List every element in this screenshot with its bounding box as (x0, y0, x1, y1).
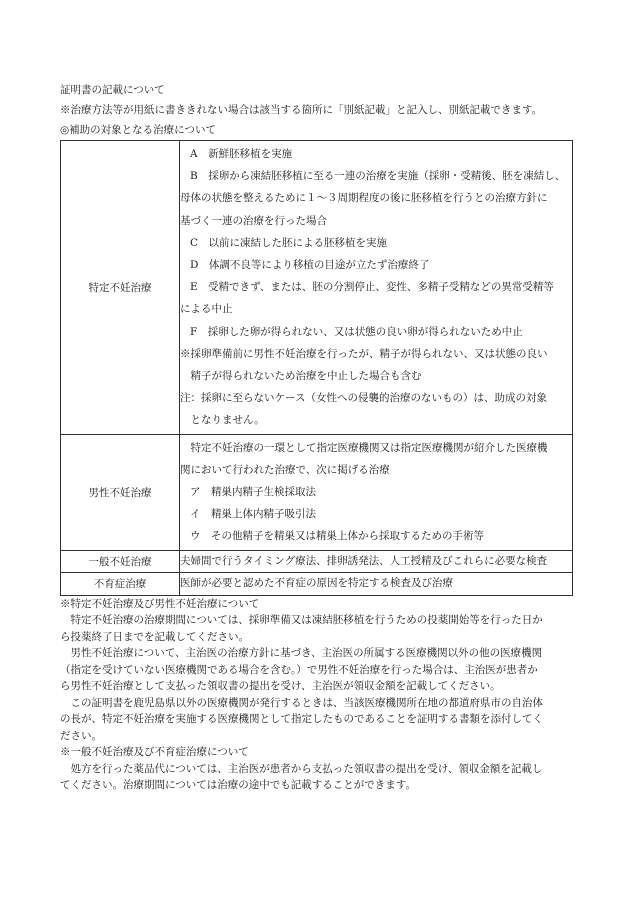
row-label: 不育症治療 (61, 573, 180, 596)
content-line: F 採卵した卵が得られない、又は状態の良い卵が得られないため中止 (190, 325, 523, 338)
row-content (180, 573, 573, 596)
row-label: 男性不妊治療 (61, 434, 180, 550)
separate-sheet-note: ※治療方法等が用紙に書ききれない場合は該当する箇所に「別紙記載」と記入し、別紙記載できます。 (60, 104, 543, 116)
content-line: E 受精できず、または、胚の分割停止、変性、多精子受精などの異常受精等 (190, 281, 554, 294)
table-row (61, 573, 573, 596)
content-line: ウ その他精子を精巣又は精巣上体から採取するための手術等 (190, 530, 484, 543)
row-content (180, 141, 573, 435)
content-line: A 新鮮胚移植を実施 (190, 148, 293, 160)
row-label: 特定不妊治療 (61, 141, 180, 435)
notes-line: ら投薬終了日までを記載してください。 (60, 630, 249, 643)
notes-line: 特定不妊治療の治療期間については、採卵準備又は凍結胚移植を行うための投薬開始等を行った日か (60, 614, 543, 627)
notes-line: この証明書を鹿児島県以外の医療機関が発行するときは、当該医療機関所在地の都道府県市の自治体 (60, 696, 543, 709)
notes-line: ださい。 (60, 729, 102, 742)
content-line: 関において行われた治療で、次に掲げる治療 (180, 463, 390, 476)
content-line: ア 精巣内精子生検採取法 (190, 486, 316, 499)
content-line: B 採卵から凍結胚移植に至る一連の治療を実施（採卵・受精後、胚を凍結し、 (190, 170, 566, 183)
notes-heading: ※一般不妊治療及び不育症治療について (60, 746, 249, 759)
content-line: イ 精巣上体内精子吸引法 (190, 508, 316, 521)
notes-line: 処方を行った薬品代については、主治医が患者から支払った領収書の提出を受け、領収金額を記載し (60, 762, 543, 775)
content-line: 精子が得られないため治療を中止した場合も含む (180, 370, 422, 383)
table-row (61, 141, 573, 435)
table-row (61, 550, 573, 573)
row-label: 一般不妊治療 (61, 550, 180, 573)
content-line: D 体調不良等により移植の目途が立たず治療終了 (190, 259, 430, 272)
row-content (180, 550, 573, 573)
content-line: 特定不妊治療の一環として指定医療機関又は指定医療機関が紹介した医療機 (180, 441, 548, 454)
row-content (180, 434, 573, 550)
content-line: C 以前に凍結した胚による胚移植を実施 (190, 236, 388, 249)
content-line: 医師が必要と認めた不育症の原因を特定する検査及び治療 (180, 577, 453, 590)
notes-line: の長が、特定不妊治療を実施する医療機関として指定したものであることを証明する書類を添付してく (60, 713, 543, 726)
notes-heading: ※特定不妊治療及び男性不妊治療について (60, 597, 260, 610)
table-row (61, 434, 573, 550)
notes-line: 男性不妊治療について、主治医の治療方針に基づき、主治医の所属する医療機関以外の他の医療機関 (60, 647, 543, 660)
document-page (60, 80, 573, 794)
notes-section (60, 596, 573, 794)
treatment-table (60, 140, 573, 596)
notes-line: ら男性不妊治療として支払った領収書の提出を受け、主治医が領収金額を記載してください。 (60, 680, 501, 693)
section-title: 証明書の記載について (60, 84, 165, 96)
content-line: ※採卵準備前に男性不妊治療を行ったが、精子が得られない、又は状態の良い (180, 347, 548, 360)
content-line: となりません。 (180, 414, 265, 427)
content-line: 注：採卵に至らないケース（女性への侵襲的治療のないもの）は、助成の対象 (180, 392, 547, 405)
subsidy-subheading: ◎補助の対象となる治療について (60, 124, 216, 136)
content-line: による中止 (180, 303, 233, 316)
content-line: 母体の状態を整えるために１～３周期程度の後に胚移植を行うとの治療方針に (180, 192, 548, 205)
content-line: 夫婦間で行うタイミング療法、排卵誘発法、人工授精及びこれらに必要な検査 (180, 554, 548, 567)
notes-line: てください。治療期間については治療の途中でも記載することができます。 (60, 779, 416, 792)
content-line: 基づく一連の治療を行った場合 (180, 214, 327, 227)
notes-line: （指定を受けていない医療機関である場合を含む。）で男性不妊治療を行った場合は、主治医が患者か (60, 663, 538, 676)
